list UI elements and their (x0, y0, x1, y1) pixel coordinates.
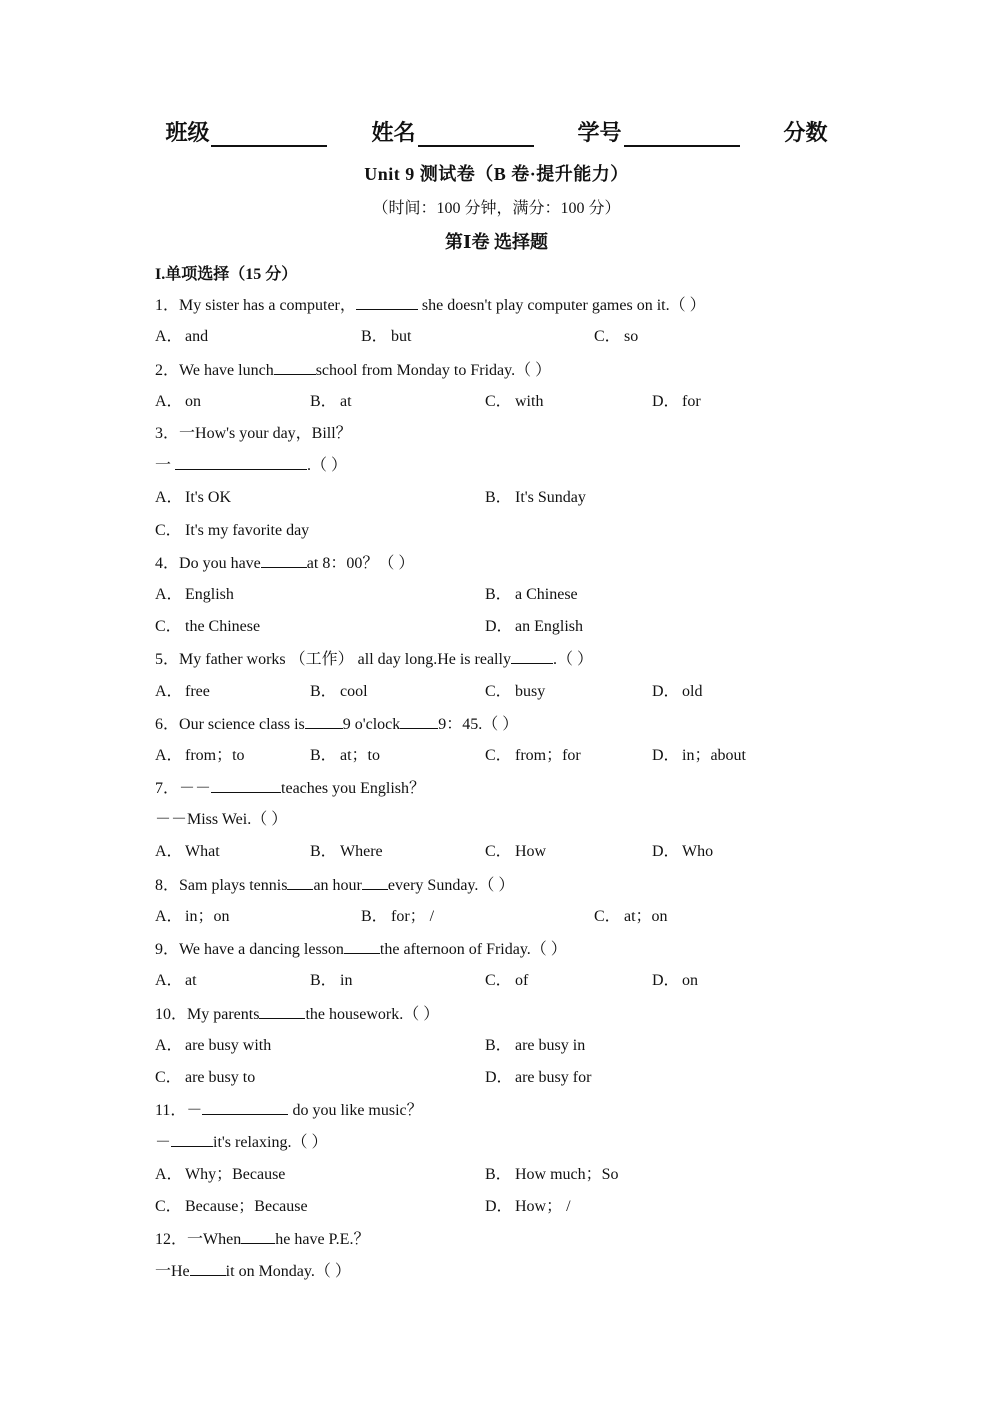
option-c[interactable]: C． the Chinese (155, 618, 261, 635)
options-row (155, 970, 855, 992)
option-c[interactable]: C． It's my favorite day (155, 522, 310, 539)
question-4: 4．Do you have at 8：00？（ ） (155, 552, 414, 574)
question-7-reply: －－Miss Wei.（ ） (155, 811, 288, 828)
option-b[interactable]: B． but (361, 328, 412, 345)
option-c[interactable]: C． at；on (594, 908, 668, 925)
options-row (155, 616, 855, 638)
options-row (155, 1196, 855, 1218)
question-12-reply: 一He it on Monday.（ ） (155, 1260, 351, 1282)
answer-blank[interactable] (190, 1260, 226, 1276)
answer-blank[interactable] (356, 294, 418, 310)
options-row (155, 391, 855, 413)
option-c[interactable]: C． with (485, 393, 544, 410)
question-7: 7．－－ teaches you English？ (155, 777, 425, 799)
class-label: 班级 (165, 120, 210, 145)
option-a[interactable]: A． free (155, 683, 210, 700)
answer-blank[interactable] (202, 1099, 288, 1115)
options-row (155, 841, 855, 863)
question-3: 3．一How's your day，Bill？ (155, 425, 352, 442)
answer-blank[interactable] (400, 713, 438, 729)
option-c[interactable]: C． from；for (485, 747, 581, 764)
option-a[interactable]: A． Why；Because (155, 1166, 286, 1183)
option-b[interactable]: B． at (310, 393, 352, 410)
option-a[interactable]: A． It's OK (155, 489, 231, 506)
answer-blank[interactable] (511, 648, 553, 664)
option-a[interactable]: A． in；on (155, 908, 230, 925)
option-a[interactable]: A． English (155, 586, 234, 603)
option-d[interactable]: D． in；about (652, 747, 746, 764)
answer-blank[interactable] (362, 874, 388, 890)
option-b[interactable]: B． are busy in (485, 1037, 586, 1054)
option-b[interactable]: B． a Chinese (485, 586, 578, 603)
options-row (155, 1164, 855, 1186)
question-5: 5．My father works （工作） all day long.He is really .（ ） (155, 648, 593, 670)
question-12: 12．一When he have P.E.？ (155, 1228, 369, 1250)
option-d[interactable]: D． Who (652, 843, 714, 860)
question-6: 6．Our science class is 9 o'clock 9：45.（ ） (155, 713, 518, 735)
question-number: 1． (155, 297, 180, 314)
student-id-blank[interactable] (624, 121, 740, 147)
option-a[interactable]: A． are busy with (155, 1037, 272, 1054)
option-b[interactable]: B． at；to (310, 747, 380, 764)
question-1 (155, 294, 706, 316)
answer-blank[interactable] (171, 1131, 213, 1147)
class-field (165, 116, 327, 147)
answer-blank[interactable] (261, 552, 307, 568)
options-row (155, 681, 855, 703)
question-2: 2．We have lunch school from Monday to Friday.（ ） (155, 359, 551, 381)
question-11-reply: － it's relaxing.（ ） (155, 1131, 327, 1153)
answer-blank[interactable] (241, 1228, 275, 1244)
option-c[interactable]: C． so (594, 328, 639, 345)
option-c[interactable]: C． Because；Because (155, 1198, 308, 1215)
score-field (784, 116, 828, 147)
answer-blank[interactable] (344, 938, 380, 954)
question-9: 9．We have a dancing lesson the afternoon of Friday.（ ） (155, 938, 567, 960)
answer-blank[interactable] (211, 777, 281, 793)
option-d[interactable]: D． an English (485, 618, 583, 635)
option-d[interactable]: D． How； / (485, 1198, 571, 1215)
option-d[interactable]: D． for (652, 393, 701, 410)
option-c[interactable]: C． of (485, 972, 529, 989)
options-row (155, 745, 855, 767)
option-d[interactable]: D． on (652, 972, 698, 989)
name-field (371, 116, 533, 147)
option-b[interactable]: B． Where (310, 843, 383, 860)
option-b[interactable]: B． It's Sunday (485, 489, 586, 506)
options-row (155, 906, 855, 928)
option-c[interactable]: C． How (485, 843, 547, 860)
option-a[interactable]: A． What (155, 843, 220, 860)
class-blank[interactable] (211, 121, 327, 147)
student-id-field (578, 116, 740, 147)
option-b[interactable]: B． for； / (361, 908, 435, 925)
question-8: 8．Sam plays tennis an hour every Sunday.（ ） (155, 874, 514, 896)
option-b[interactable]: B． in (310, 972, 353, 989)
options-row (155, 584, 855, 606)
section-title: I.单项选择（15 分） (155, 266, 298, 283)
student-id-label: 学号 (577, 120, 622, 145)
option-b[interactable]: B． cool (310, 683, 368, 700)
option-a[interactable]: A． and (155, 328, 209, 345)
options-row (155, 1035, 855, 1057)
question-text: she doesn't play computer games on it.（ ） (417, 297, 706, 314)
option-b[interactable]: B． How much；So (485, 1166, 619, 1183)
volume-title: 第Ⅰ卷 选择题 (445, 232, 548, 252)
exam-subtitle: （时间：100 分钟，满分：100 分） (372, 200, 621, 217)
options-row (155, 326, 855, 348)
question-text: My sister has a computer， (179, 297, 356, 314)
name-label: 姓名 (371, 120, 416, 145)
answer-blank[interactable] (175, 454, 307, 470)
options-row (155, 1067, 855, 1089)
question-10: 10．My parents the housework.（ ） (155, 1003, 439, 1025)
option-a[interactable]: A． at (155, 972, 197, 989)
student-info-header (0, 116, 993, 147)
option-a[interactable]: A． on (155, 393, 201, 410)
answer-blank[interactable] (305, 713, 343, 729)
question-3-reply: 一 .（ ） (155, 454, 347, 476)
option-d[interactable]: D． are busy for (485, 1069, 592, 1086)
option-c[interactable]: C． are busy to (155, 1069, 256, 1086)
answer-blank[interactable] (287, 874, 313, 890)
answer-blank[interactable] (259, 1003, 305, 1019)
answer-blank[interactable] (274, 359, 316, 375)
name-blank[interactable] (418, 121, 534, 147)
question-11: 11．－ do you like music？ (155, 1099, 423, 1121)
option-d[interactable]: D． old (652, 683, 703, 700)
option-a[interactable]: A． from；to (155, 747, 245, 764)
options-row (155, 520, 855, 542)
score-label: 分数 (783, 120, 828, 145)
exam-title: Unit 9 测试卷（B 卷·提升能力） (364, 164, 629, 184)
options-row (155, 487, 855, 509)
option-c[interactable]: C． busy (485, 683, 546, 700)
